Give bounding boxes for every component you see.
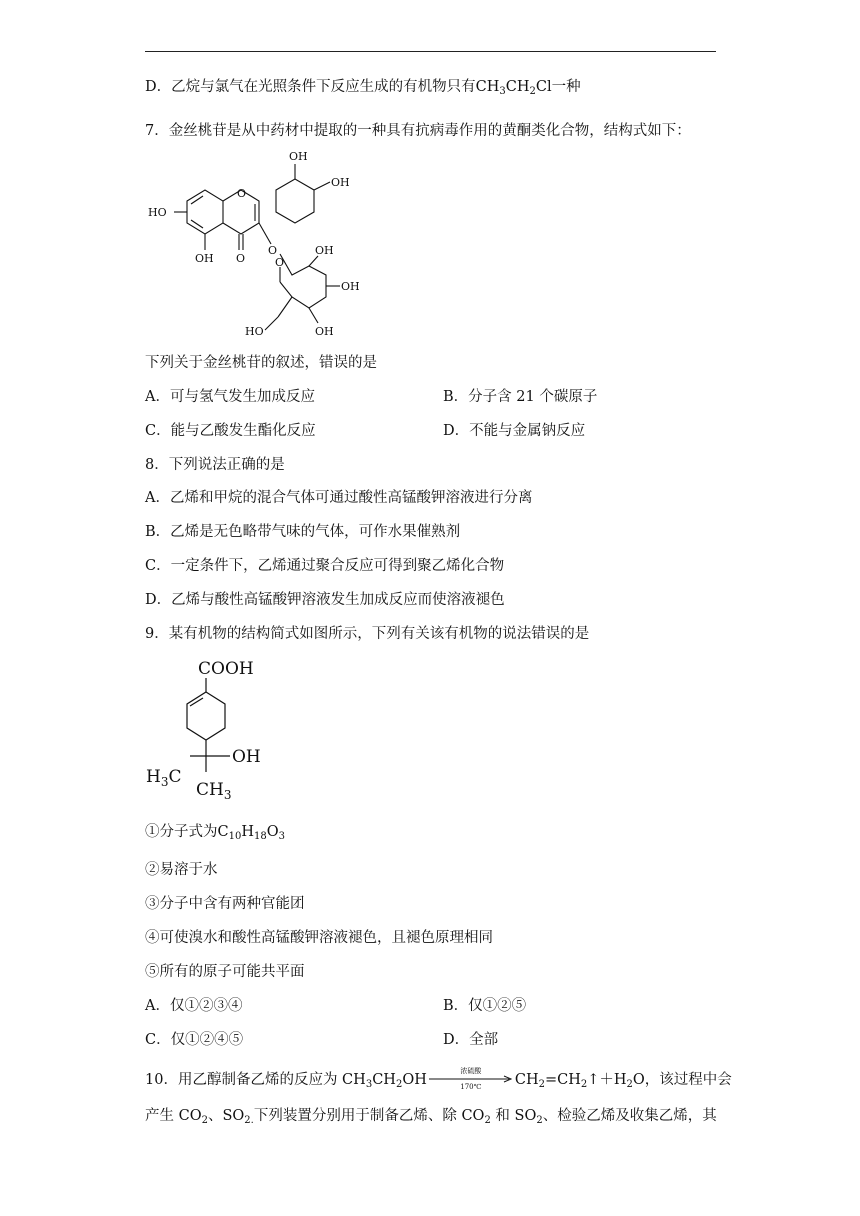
q7-question: 下列关于金丝桃苷的叙述，错误的是 <box>145 355 377 371</box>
q9-statement-3: ③分子中含有两种官能团 <box>145 896 305 912</box>
q8-option-d: D．乙烯与酸性高锰酸钾溶液发生加成反应而使溶液褪色 <box>145 592 505 608</box>
svg-text:OH: OH <box>232 747 261 767</box>
svg-text:HO: HO <box>148 206 167 219</box>
q6-option-d: D．乙烷与氯气在光照条件下反应生成的有机物只有$CH_3CH_2Cl$一种 <box>145 79 581 97</box>
svg-text:O: O <box>236 252 246 265</box>
q7-option-c: C．能与乙酸发生酯化反应 <box>145 423 316 439</box>
svg-text:OH: OH <box>195 252 214 265</box>
q8-stem: 8．下列说法正确的是 <box>145 457 285 473</box>
q10-line-1: 10．用乙醇制备乙烯的反应为 $CH_3CH_2OH$ 浓硫酸 170℃ $CH_2=CH_2↑+H_2O$，该过程中会 <box>145 1067 732 1091</box>
q8-option-b: B．乙烯是无色略带气味的气体，可作水果催熟剂 <box>145 524 461 540</box>
q9-option-c: C．仅①②④⑤ <box>145 1032 244 1048</box>
q9-option-a: A．仅①②③④ <box>145 998 243 1014</box>
reaction-arrow: 浓硫酸 170℃ <box>429 1070 513 1090</box>
q9-statement-1: ①分子式为$C_{10}H_{18}O_3$ <box>145 824 285 842</box>
svg-text:COOH: COOH <box>198 659 254 679</box>
header-rule <box>145 51 716 52</box>
q7-option-b: B．分子含 21 个碳原子 <box>443 389 598 405</box>
q9-statement-2: ②易溶于水 <box>145 862 218 878</box>
q9-statement-4: ④可使溴水和酸性高锰酸钾溶液褪色，且褪色原理相同 <box>145 930 493 946</box>
q8-option-c: C．一定条件下，乙烯通过聚合反应可得到聚乙烯化合物 <box>145 558 505 574</box>
q7-option-a: A．可与氢气发生加成反应 <box>145 389 315 405</box>
q8-option-a: A．乙烯和甲烷的混合气体可通过酸性高锰酸钾溶液进行分离 <box>145 490 533 506</box>
q9-stem: 9．某有机物的结构简式如图所示，下列有关该有机物的说法错误的是 <box>145 626 590 642</box>
q9-statement-5: ⑤所有的原子可能共平面 <box>145 964 305 980</box>
svg-text:OH: OH <box>341 280 360 293</box>
q7-option-d: D．不能与金属钠反应 <box>443 423 586 439</box>
q9-option-b: B．仅①②⑤ <box>443 998 527 1014</box>
svg-text:CH3: $CH_3$ <box>196 780 232 802</box>
q9-option-d: D．全部 <box>443 1032 499 1048</box>
svg-text:OH: OH <box>315 244 334 257</box>
svg-text:HO: HO <box>245 325 264 338</box>
svg-text:O: O <box>268 244 278 257</box>
hyperoside-structure <box>140 142 380 347</box>
q7-stem: 7．金丝桃苷是从中药材中提取的一种具有抗病毒作用的黄酮类化合物，结构式如下： <box>145 123 691 139</box>
svg-text:O: O <box>275 256 285 269</box>
svg-text:OH: OH <box>289 150 308 163</box>
q9-structure <box>140 652 270 812</box>
svg-text:O: O <box>237 187 247 200</box>
svg-text:OH: OH <box>331 176 350 189</box>
q10-line-2: 产生 $CO_2$、$SO_{2.}$下列装置分别用于制备乙烯、除 $CO_2$ 和 $SO_2$、检验乙烯及收集乙烯，其 <box>145 1108 717 1126</box>
svg-text:OH: OH <box>315 325 334 338</box>
svg-text:H3C: $H_3C$ <box>146 767 182 789</box>
